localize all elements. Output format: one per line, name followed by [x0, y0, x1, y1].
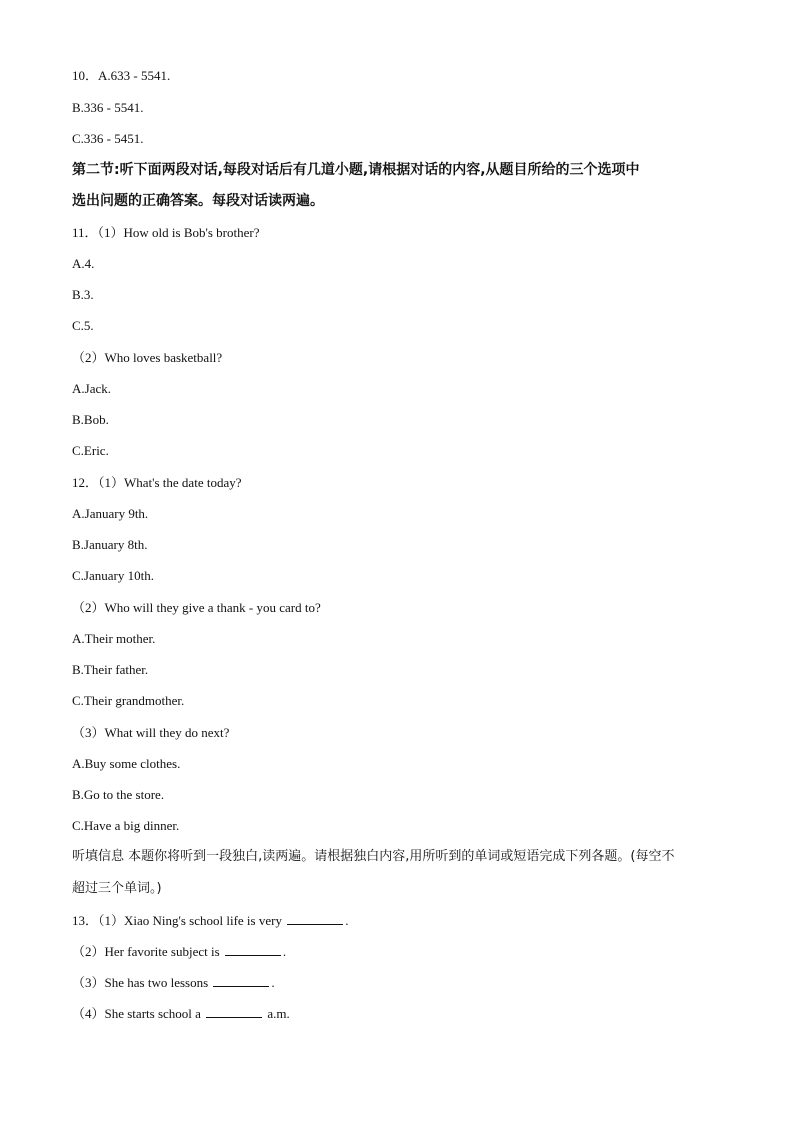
q10-option-a: 10．A.633 - 5541.	[72, 68, 171, 83]
q11-part2-option-a: A.Jack.	[72, 381, 111, 396]
section2-instruction-line2: 选出问题的正确答案。每段对话读两遍。	[72, 193, 324, 209]
q12-part3-option-a: A.Buy some clothes.	[72, 756, 181, 771]
q12-part2-option-c: C.Their grandmother.	[72, 693, 185, 708]
listening-instruction-line1: 听填信息 本题你将听到一段独白,读两遍。请根据独白内容,用所听到的单词或短语完成下列各题。(每空不	[72, 849, 675, 864]
q12-part1-option-a: A.January 9th.	[72, 506, 149, 521]
section2-instruction-line1: 第二节:听下面两段对话,每段对话后有几道小题,请根据对话的内容,从题目所给的三个选项中	[72, 162, 640, 178]
q12-part1-option-c: C.January 10th.	[72, 568, 154, 583]
q13-part1-text: 13．（1）Xiao Ning's school life is very	[72, 913, 282, 928]
q12-part3-option-c: C.Have a big dinner.	[72, 818, 180, 833]
q12-part2-question: （2）Who will they give a thank - you card to?	[72, 600, 321, 615]
q13-part2-blank[interactable]	[225, 943, 281, 956]
q12-part3-question: （3）What will they do next?	[72, 725, 230, 740]
q11-part2-question: （2）Who loves basketball?	[72, 350, 223, 365]
q11-part1-option-c: C.5.	[72, 318, 94, 333]
q12-part1-question: 12．（1）What's the date today?	[72, 475, 242, 490]
q13-part4	[72, 1005, 290, 1022]
q13-part1-end: .	[345, 913, 349, 928]
q13-part3-text: （3）She has two lessons	[72, 975, 209, 990]
q13-part4-end: a.m.	[267, 1006, 290, 1021]
q13-part1	[72, 912, 348, 929]
q10-option-b: B.336 - 5541.	[72, 100, 144, 115]
q11-part1-option-a: A.4.	[72, 256, 95, 271]
q11-part1-option-b: B.3.	[72, 287, 94, 302]
q13-part2-text: （2）Her favorite subject is	[72, 944, 220, 959]
q13-part4-text: （4）She starts school a	[72, 1006, 201, 1021]
q12-part2-option-a: A.Their mother.	[72, 631, 156, 646]
q13-part3-blank[interactable]	[213, 974, 269, 987]
q12-part3-option-b: B.Go to the store.	[72, 787, 165, 802]
q12-part1-option-b: B.January 8th.	[72, 537, 148, 552]
q10-option-c: C.336 - 5451.	[72, 131, 144, 146]
q12-part2-option-b: B.Their father.	[72, 662, 149, 677]
q13-part2	[72, 943, 286, 960]
q11-part2-option-c: C.Eric.	[72, 443, 109, 458]
q13-part3-end: .	[271, 975, 275, 990]
q13-part2-end: .	[282, 944, 287, 959]
q13-part3	[72, 974, 275, 991]
listening-instruction-line2: 超过三个单词。)	[72, 881, 162, 896]
q11-part2-option-b: B.Bob.	[72, 412, 109, 427]
q13-part4-blank[interactable]	[206, 1005, 262, 1018]
q13-part1-blank[interactable]	[287, 912, 343, 925]
q11-part1-question: 11．（1）How old is Bob's brother?	[72, 225, 260, 240]
